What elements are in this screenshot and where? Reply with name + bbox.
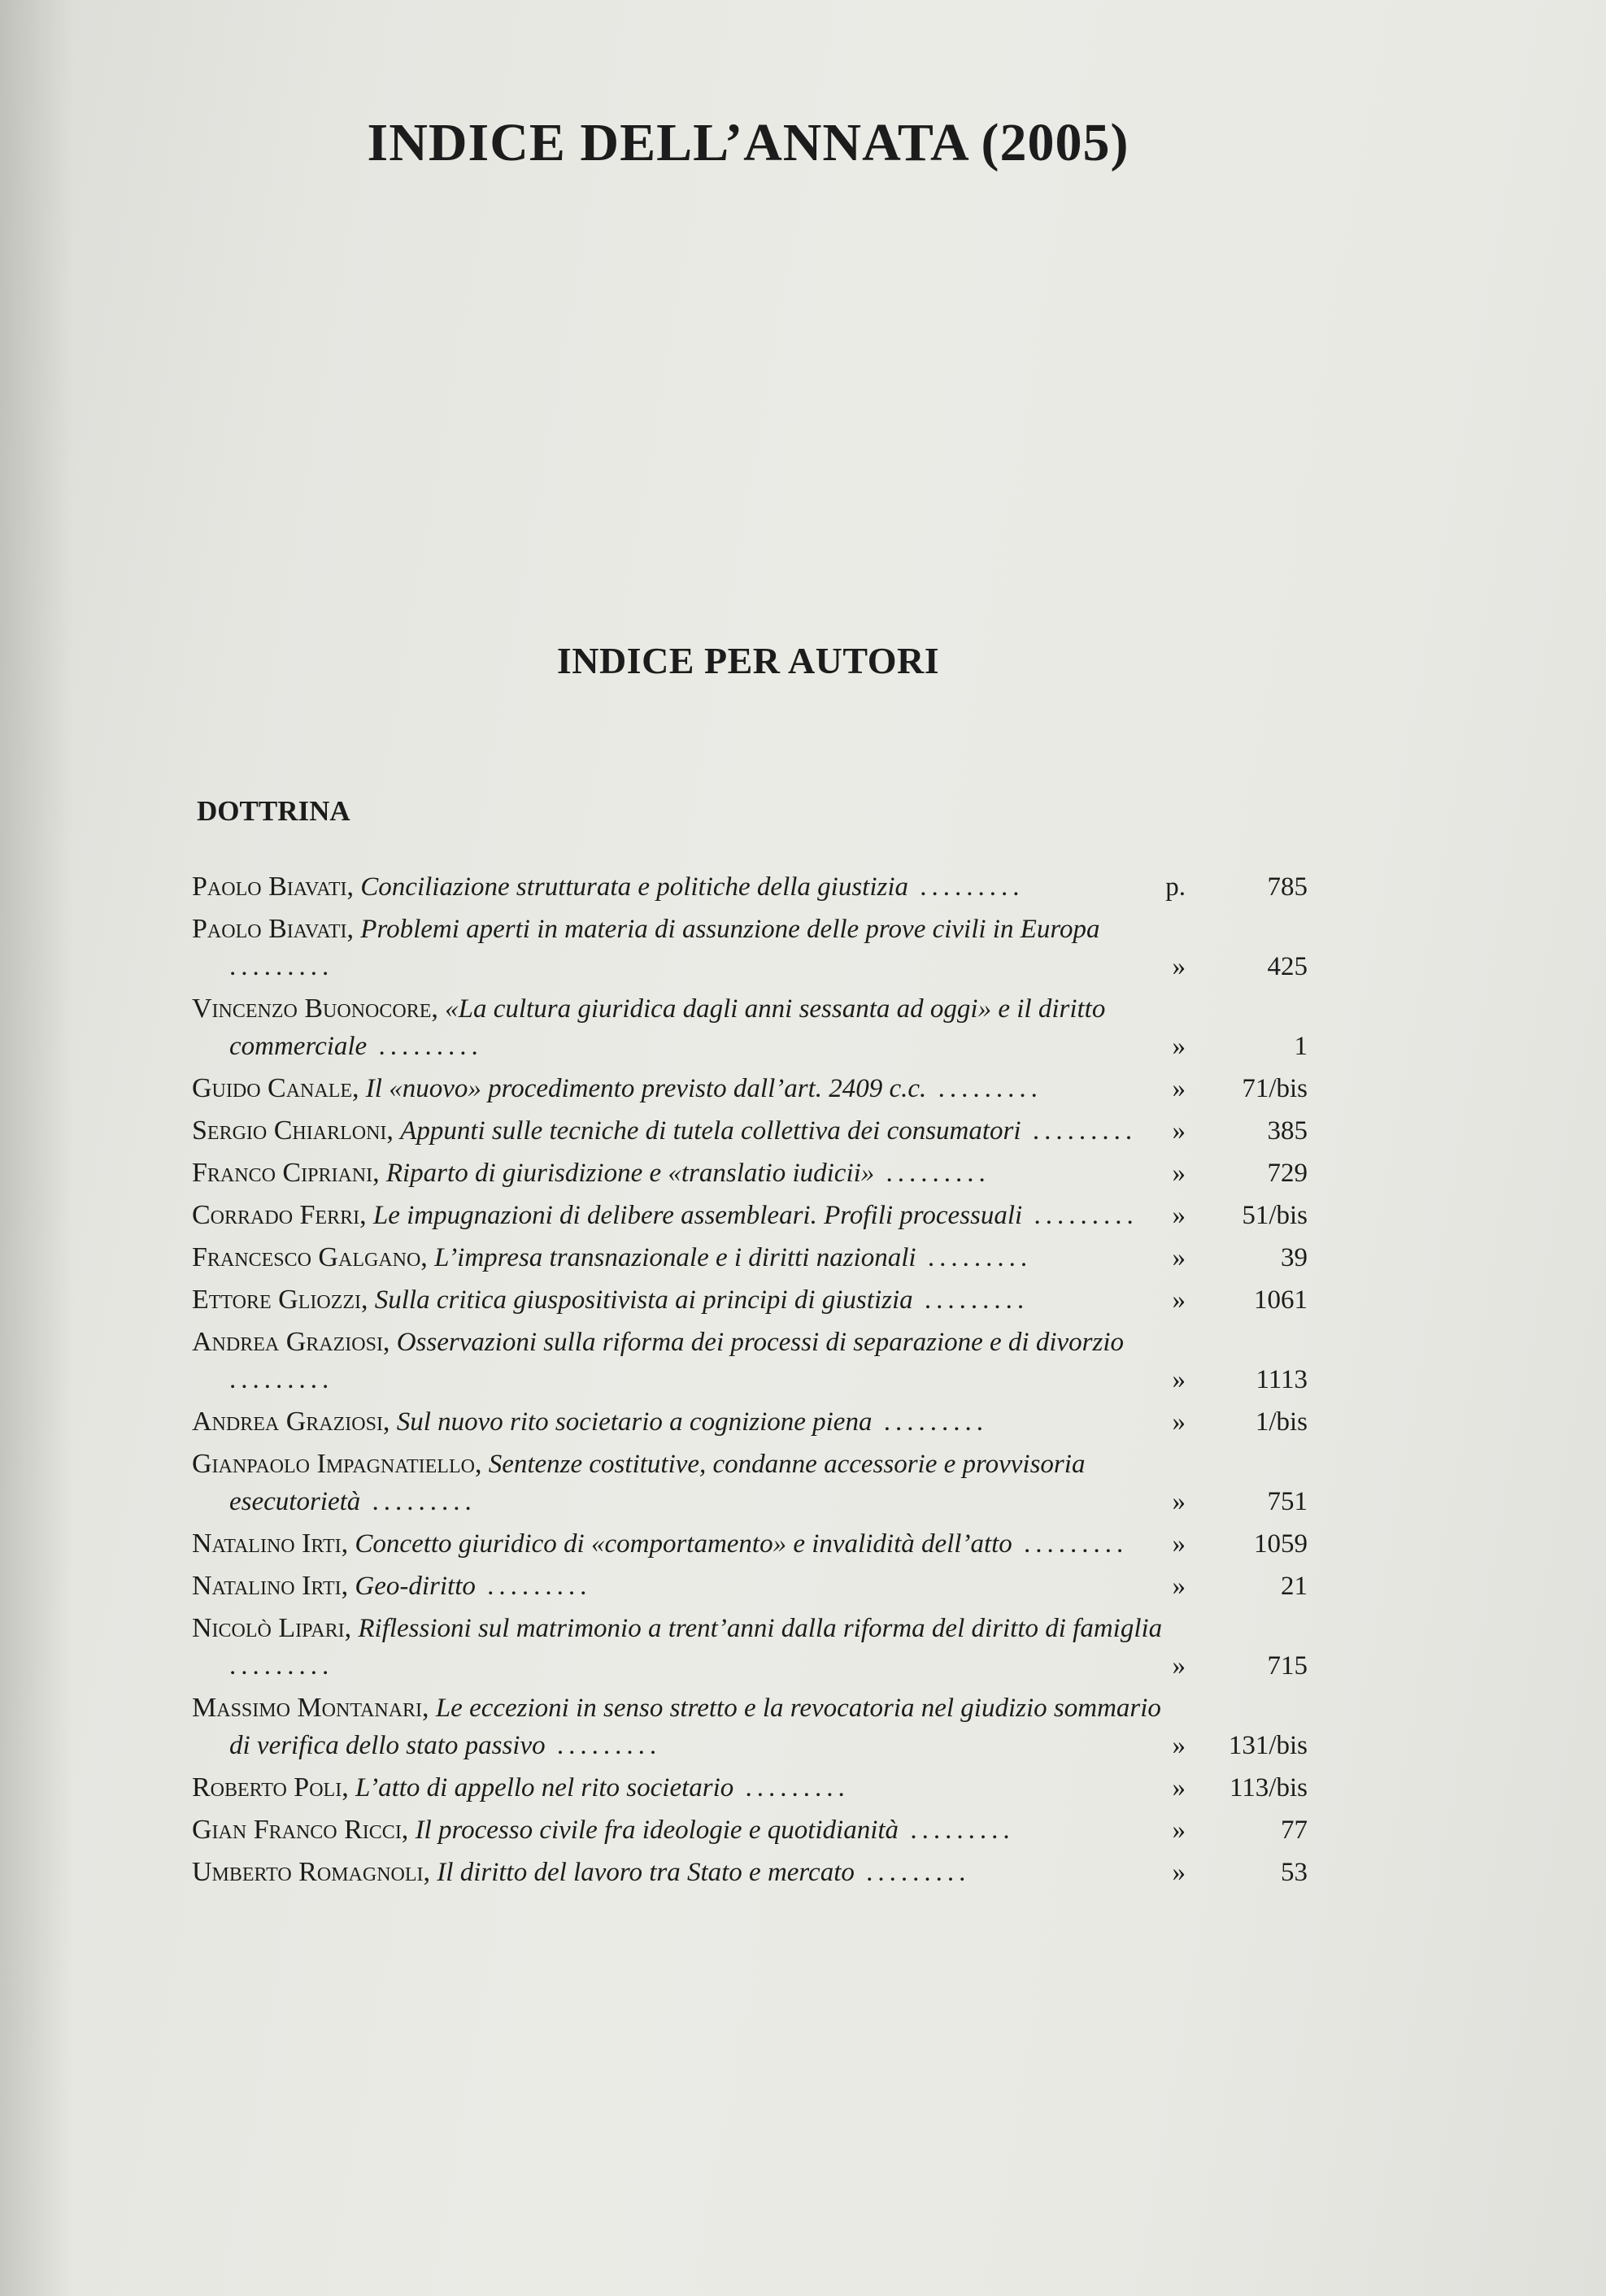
entry-author: Ettore Gliozzi, [192,1285,368,1315]
entry-text [192,1070,1308,1107]
entry-page-marker: » [1172,1651,1186,1681]
leader-dots: ......... [1022,1201,1138,1230]
entry-text [192,1403,1308,1441]
entry-page-marker: » [1172,1201,1186,1230]
leader-dots: ......... [733,1773,850,1802]
index-entry [192,1324,1308,1398]
leader-dots: ......... [899,1815,1015,1845]
leader-dots: ......... [367,1032,483,1061]
entry-title: Riparto di giurisdizione e «translatio iudicii» [385,1159,875,1188]
entry-text [192,1769,1308,1807]
leader-dots: ......... [926,1074,1042,1103]
page-title: INDICE DELL’ANNATA (2005) [367,113,1129,172]
leader-dots: ......... [475,1572,592,1601]
entry-page-marker: » [1172,1159,1186,1188]
entry-page-number: 77 [1281,1815,1308,1845]
leader-dots: ......... [908,872,1025,902]
leader-dots: ......... [1012,1529,1129,1559]
entry-author: Corrado Ferri, [192,1200,367,1230]
entry-page-number: 751 [1267,1487,1308,1516]
entry-text [192,1568,1308,1605]
entry-author: Natalino Irti, [192,1571,349,1601]
index-entry [192,911,1308,985]
entry-author: Andrea Graziosi, [192,1407,390,1437]
leader-dots: ......... [545,1731,662,1760]
entry-page-number: 21 [1281,1572,1308,1601]
entry-title: Sul nuovo rito societario a cognizione piena [396,1407,873,1437]
entry-text [192,1112,1308,1150]
entry-title: Osservazioni sulla riforma dei processi di separazione e di divorzio [396,1328,1125,1357]
entry-page-number: 131/bis [1228,1731,1308,1760]
index-entry [192,1568,1308,1605]
entry-title: Sentenze costitutive, condanne accessorie e provvisoria esecutorietà [229,1450,1086,1516]
entry-page-number: 71/bis [1242,1074,1308,1103]
leader-dots: ......... [229,952,334,981]
entry-author: Roberto Poli, [192,1772,349,1802]
entry-author: Franco Cipriani, [192,1158,380,1188]
entry-page-marker: » [1172,1365,1186,1394]
entry-title: Geo-diritto [355,1572,476,1601]
entry-page-number: 39 [1281,1243,1308,1272]
entry-title: «La cultura giuridica dagli anni sessanta ad oggi» e il diritto commerciale [229,994,1106,1061]
index-entry [192,868,1308,906]
leader-dots: ......... [912,1285,1029,1315]
entry-page-marker: » [1172,1243,1186,1272]
entry-page-number: 1 [1294,1032,1308,1061]
entry-page-number: 1/bis [1255,1407,1308,1437]
entry-page-marker: » [1172,1487,1186,1516]
entry-page-number: 425 [1267,952,1308,981]
entry-author: Paolo Biavati, [192,914,355,944]
entry-author: Gian Franco Ricci, [192,1815,409,1845]
entry-page-number: 1061 [1254,1285,1308,1315]
index-entry [192,1281,1308,1319]
author-index-list [192,868,1308,1896]
entry-text [192,911,1308,985]
entry-author: Gianpaolo Impagnatiello, [192,1449,482,1479]
entry-title: L’impresa transnazionale e i diritti nazionali [434,1243,916,1272]
index-entry [192,1854,1308,1891]
leader-dots: ......... [1021,1116,1138,1146]
entry-text [192,1689,1308,1764]
entry-author: Massimo Montanari, [192,1693,429,1723]
entry-page-marker: » [1172,1529,1186,1559]
entry-text [192,1610,1308,1685]
entry-title: Le eccezioni in senso stretto e la revocatoria nel giudizio sommario di verifica dello stato passivo [229,1694,1161,1760]
entry-text [192,1854,1308,1891]
entry-author: Paolo Biavati, [192,872,355,902]
entry-text [192,1197,1308,1234]
entry-text [192,1324,1308,1398]
index-entry [192,1446,1308,1520]
entry-title: L’atto di appello nel rito societario [355,1773,734,1802]
entry-title: Concetto giuridico di «comportamento» e invalidità dell’atto [355,1529,1012,1559]
entry-text [192,1525,1308,1563]
index-entry [192,1769,1308,1807]
entry-author: Sergio Chiarloni, [192,1115,394,1146]
entry-title: Le impugnazioni di delibere assembleari. Profili processuali [372,1201,1023,1230]
index-entry [192,1155,1308,1192]
entry-page-number: 785 [1267,872,1308,902]
entry-text [192,1239,1308,1276]
leader-dots: ......... [229,1651,334,1681]
entry-page-marker: » [1172,1572,1186,1601]
entry-author: Vincenzo Buonocore, [192,994,438,1024]
entry-title: Il «nuovo» procedimento previsto dall’art. 2409 c.c. [365,1074,927,1103]
entry-author: Umberto Romagnoli, [192,1857,431,1887]
entry-author: Natalino Irti, [192,1528,349,1559]
entry-text [192,868,1308,906]
index-entry [192,1197,1308,1234]
entry-title: Appunti sulle tecniche di tutela collettiva dei consumatori [400,1116,1021,1146]
index-entry [192,1610,1308,1685]
entry-page-marker: » [1172,952,1186,981]
entry-page-marker: » [1172,1285,1186,1315]
entry-author: Andrea Graziosi, [192,1327,390,1357]
leader-dots: ......... [229,1365,334,1394]
entry-page-marker: p. [1165,872,1186,902]
entry-page-number: 729 [1267,1159,1308,1188]
entry-page-marker: » [1172,1731,1186,1760]
leader-dots: ......... [360,1487,477,1516]
index-entry [192,1239,1308,1276]
index-entry [192,1070,1308,1107]
index-subtitle: INDICE PER AUTORI [556,640,940,681]
entry-title: Il diritto del lavoro tra Stato e mercato [437,1858,855,1887]
entry-text [192,990,1308,1065]
entry-page-marker: » [1172,1773,1186,1802]
entry-page-marker: » [1172,1074,1186,1103]
index-entry [192,1525,1308,1563]
leader-dots: ......... [854,1858,971,1887]
entry-page-marker: » [1172,1116,1186,1146]
page-edge-shadow [0,0,73,2296]
entry-title: Riflessioni sul matrimonio a trent’anni dalla riforma del diritto di famiglia [358,1614,1163,1643]
entry-page-number: 113/bis [1230,1773,1308,1802]
entry-page-number: 51/bis [1242,1201,1308,1230]
index-entry [192,1689,1308,1764]
entry-text [192,1155,1308,1192]
leader-dots: ......... [872,1407,988,1437]
entry-text [192,1446,1308,1520]
entry-page-marker: » [1172,1407,1186,1437]
entry-title: Problemi aperti in materia di assunzione delle prove civili in Europa [360,915,1100,944]
index-entry [192,990,1308,1065]
entry-page-number: 1113 [1256,1365,1308,1394]
index-entry [192,1811,1308,1849]
entry-page-marker: » [1172,1858,1186,1887]
index-entry [192,1403,1308,1441]
entry-title: Sulla critica giuspositivista ai principi di giustizia [374,1285,913,1315]
entry-page-marker: » [1172,1815,1186,1845]
entry-text [192,1281,1308,1319]
entry-title: Il processo civile fra ideologie e quotidianità [415,1815,899,1845]
entry-title: Conciliazione strutturata e politiche della giustizia [360,872,909,902]
entry-author: Guido Canale, [192,1073,359,1103]
entry-page-number: 1059 [1254,1529,1308,1559]
leader-dots: ......... [874,1159,990,1188]
leader-dots: ......... [916,1243,1033,1272]
entry-page-number: 53 [1281,1858,1308,1887]
entry-page-marker: » [1172,1032,1186,1061]
entry-page-number: 715 [1267,1651,1308,1681]
entry-author: Nicolò Lipari, [192,1613,352,1643]
entry-page-number: 385 [1267,1116,1308,1146]
entry-text [192,1811,1308,1849]
entry-author: Francesco Galgano, [192,1242,428,1272]
section-heading: DOTTRINA [197,795,350,827]
index-entry [192,1112,1308,1150]
